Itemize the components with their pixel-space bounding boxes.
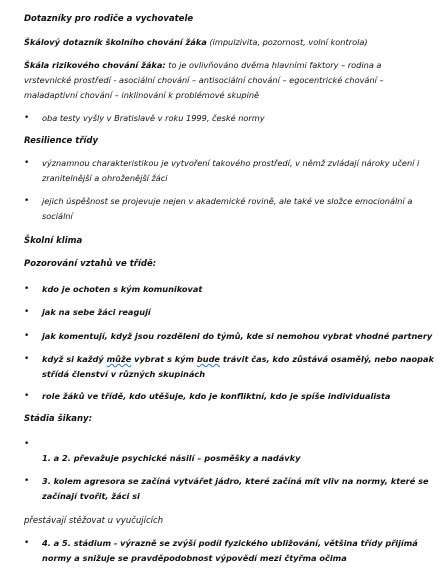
list-item-text: role žáků ve třídě, kdo utěšuje, kdo je konfliktní, kdo je spíše individualista	[42, 391, 391, 401]
bullet-icon: •	[24, 196, 30, 206]
bullet-icon: •	[24, 331, 30, 341]
bullet-icon: •	[24, 158, 30, 168]
scale-1-name: Škálový dotazník školního chování žáka	[24, 37, 207, 47]
observation-heading: Pozorování vztahů ve třídě:	[24, 259, 157, 269]
bullet-icon: •	[24, 113, 30, 123]
bullet-icon: •	[24, 439, 30, 449]
list-item-text: jak komentují, když jsou rozděleni do týmů, kde si nemohou vybrat vhodné partnery	[42, 331, 433, 341]
text-fragment: trávit čas, kdo zůstává osamělý, nebo naopak střídá členství v různých skupinách	[42, 354, 434, 379]
scale-2-detail: to je ovlivňováno dvěma hlavními faktory – rodina a vrstevnické prostředí - asociální chování – antisociální chování – egocentrické chování – maladaptivní chování – inklinování k problémové skupině	[24, 60, 384, 100]
list-item-text: 4. a 5. stádium - výrazně se zvýší podíl fyzického ubližování, většina třídy přijímá normy a snižuje se pravděpodobnost výpovědí mezi čtyřma očima	[42, 538, 418, 563]
bullet-icon: •	[24, 476, 30, 486]
text-fragment: když si každý	[42, 354, 107, 364]
spellcheck-word: může	[106, 354, 132, 364]
bullet-icon: •	[24, 391, 30, 401]
list-item-text: jak na sebe žáci reagují	[42, 307, 151, 317]
list-item-text: jejich úspěšnost se projevuje nejen v akademické rovině, ale také ve složce emocionální a sociální	[42, 196, 413, 221]
scale-2-name: Škála rizikového chování žáka:	[24, 60, 166, 70]
doc-title: Dotazníky pro rodiče a vychovatele	[24, 14, 194, 24]
bullet-icon: •	[24, 538, 30, 548]
scale-1-detail: (impulzivita, pozornost, volní kontrola)	[206, 37, 368, 47]
spellcheck-word: bude	[196, 354, 220, 364]
list-item-text: 1. a 2. převažuje psychické násilí – posměšky a nadávky	[42, 453, 301, 463]
text-fragment: vybrat s kým	[131, 354, 197, 364]
list-item-text	[42, 352, 434, 382]
bullet-icon: •	[24, 284, 30, 294]
list-item-text: 3. kolem agresora se začíná vytvářet jádro, které začíná mít vliv na normy, které se začínají tvořit, žáci si	[42, 476, 429, 501]
bullet-icon: •	[24, 307, 30, 317]
stop-text: přestávají stěžovat u vyučujících	[24, 516, 164, 526]
list-item-text: oba testy vyšly v Bratislavě v roku 1999, české normy	[42, 113, 265, 123]
list-item-text: kdo je ochoten s kým komunikovat	[42, 284, 203, 294]
scale-2-paragraph	[24, 58, 428, 103]
list-item-text: významnou charakteristikou je vytvoření takového prostředí, v němž zvládají nároky učení i zranitelnější a ohroženější žáci	[42, 158, 420, 183]
stages-heading: Stádia šikany:	[24, 414, 92, 424]
resilience-heading: Resilience třídy	[24, 136, 99, 146]
bullet-icon: •	[24, 354, 30, 364]
scale-1-paragraph	[24, 35, 428, 50]
climate-heading: Školní klima	[24, 236, 83, 246]
